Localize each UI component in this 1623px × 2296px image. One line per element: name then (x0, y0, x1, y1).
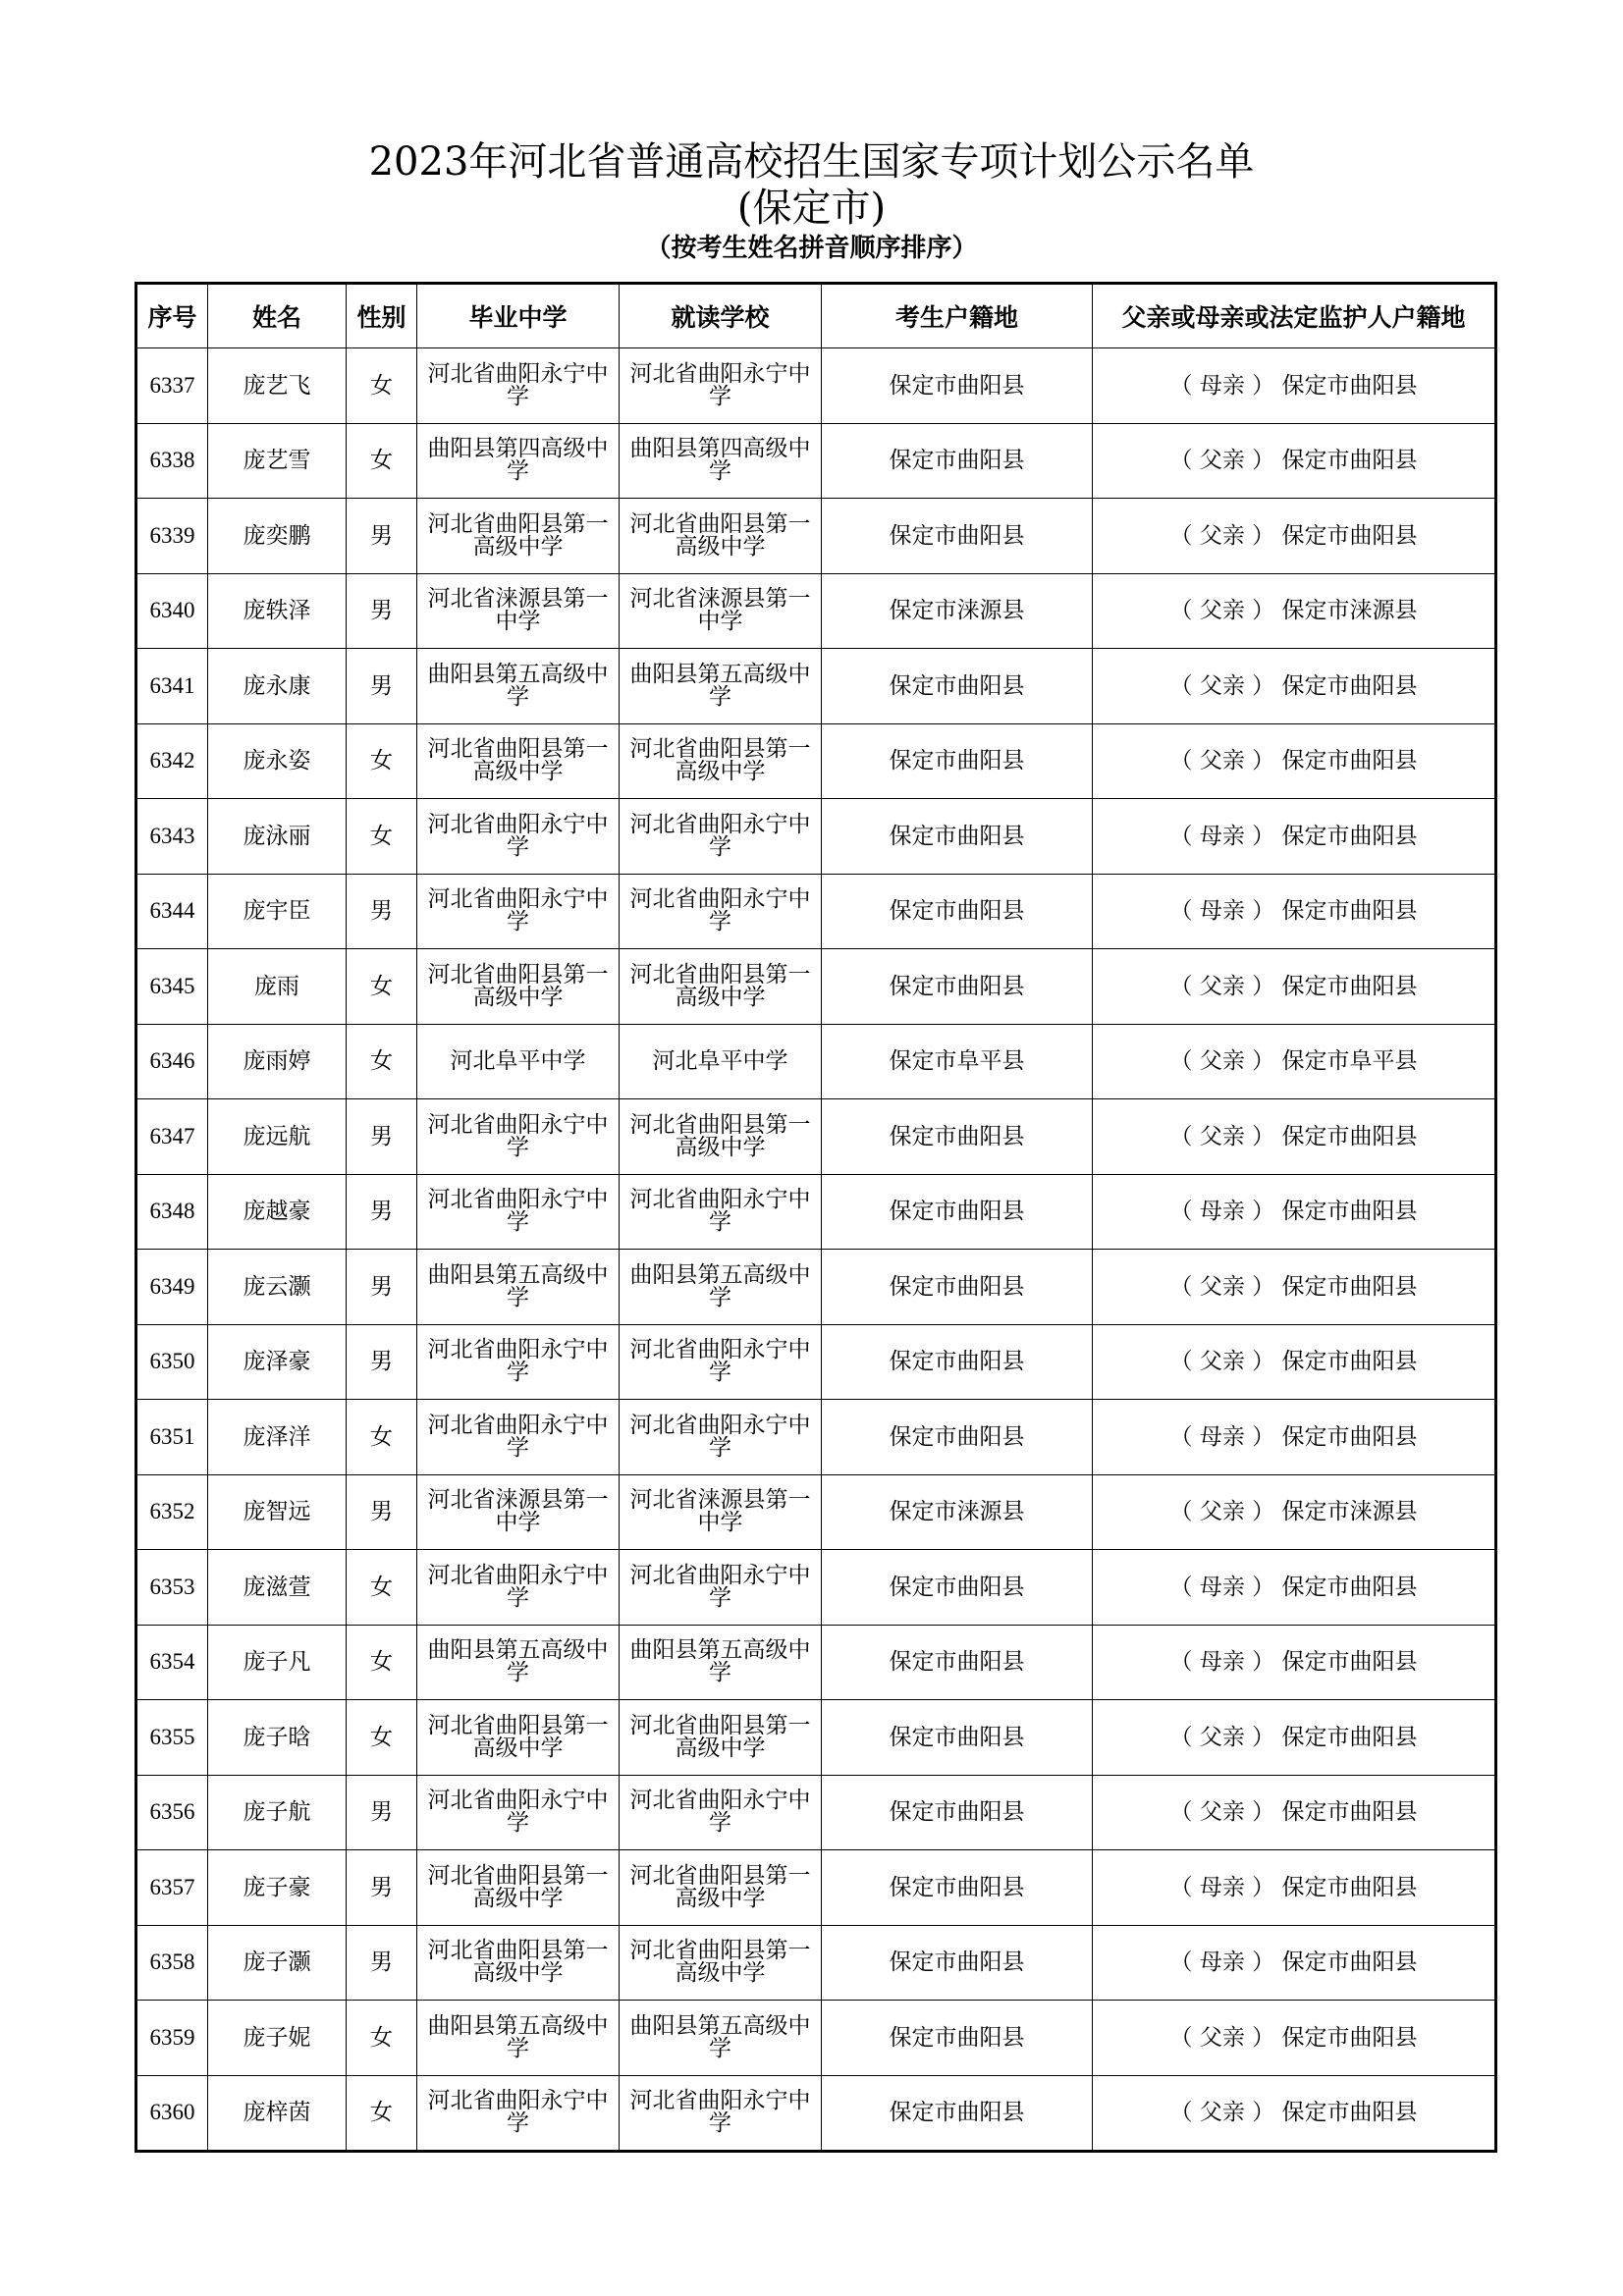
cell-gender: 男 (347, 499, 417, 574)
table-row (136, 573, 1496, 649)
table-row (136, 1925, 1496, 2001)
sort-note: （按考生姓名拼音顺序排序） (645, 234, 978, 263)
cell-guardian-hukou: （ 母亲 ） 保定市曲阳县 (1093, 1925, 1496, 2001)
cell-current-school: 河北省曲阳县第一高级中学 (620, 723, 822, 799)
cell-hukou: 保定市曲阳县 (822, 1324, 1093, 1400)
cell-gender: 男 (347, 1474, 417, 1550)
cell-guardian-hukou: （ 父亲 ） 保定市阜平县 (1093, 1024, 1496, 1099)
cell-serial: 6347 (136, 1099, 208, 1175)
cell-current-school: 曲阳县第五高级中学 (620, 649, 822, 724)
cell-serial: 6341 (136, 649, 208, 724)
cell-gender: 女 (347, 2001, 417, 2076)
cell-hukou: 保定市曲阳县 (822, 1625, 1093, 1700)
cell-name: 庞泽豪 (208, 1324, 347, 1400)
cell-guardian-hukou: （ 父亲 ） 保定市曲阳县 (1093, 1099, 1496, 1175)
cell-graduation-school: 河北省曲阳县第一高级中学 (417, 723, 620, 799)
table-row (136, 1850, 1496, 1926)
cell-current-school: 曲阳县第四高级中学 (620, 423, 822, 499)
cell-hukou: 保定市曲阳县 (822, 799, 1093, 875)
cell-gender: 男 (347, 1099, 417, 1175)
cell-gender: 男 (347, 874, 417, 949)
cell-current-school: 河北省曲阳县第一高级中学 (620, 1925, 822, 2001)
cell-hukou: 保定市曲阳县 (822, 949, 1093, 1025)
cell-gender: 女 (347, 723, 417, 799)
table-row (136, 2001, 1496, 2076)
header-current-school: 就读学校 (620, 284, 822, 348)
cell-current-school: 河北省曲阳永宁中学 (620, 1775, 822, 1850)
table-header-row (136, 284, 1496, 348)
cell-current-school: 河北省曲阳永宁中学 (620, 874, 822, 949)
cell-hukou: 保定市曲阳县 (822, 1400, 1093, 1475)
cell-gender: 女 (347, 1550, 417, 1626)
cell-current-school: 河北省曲阳县第一高级中学 (620, 1700, 822, 1776)
cell-graduation-school: 河北省曲阳县第一高级中学 (417, 1925, 620, 2001)
cell-name: 庞子豪 (208, 1850, 347, 1926)
cell-graduation-school: 河北省涞源县第一中学 (417, 1474, 620, 1550)
cell-guardian-hukou: （ 父亲 ） 保定市曲阳县 (1093, 1700, 1496, 1776)
table-row (136, 348, 1496, 424)
cell-serial: 6349 (136, 1250, 208, 1325)
cell-graduation-school: 河北省曲阳永宁中学 (417, 1324, 620, 1400)
cell-name: 庞越豪 (208, 1174, 347, 1250)
cell-serial: 6350 (136, 1324, 208, 1400)
cell-graduation-school: 曲阳县第五高级中学 (417, 1625, 620, 1700)
cell-gender: 女 (347, 949, 417, 1025)
cell-gender: 男 (347, 1850, 417, 1926)
cell-hukou: 保定市曲阳县 (822, 1775, 1093, 1850)
cell-gender: 女 (347, 2075, 417, 2152)
table-row (136, 499, 1496, 574)
cell-current-school: 曲阳县第五高级中学 (620, 1625, 822, 1700)
cell-serial: 6357 (136, 1850, 208, 1926)
cell-guardian-hukou: （ 母亲 ） 保定市曲阳县 (1093, 1174, 1496, 1250)
cell-name: 庞远航 (208, 1099, 347, 1175)
cell-gender: 男 (347, 1925, 417, 2001)
cell-hukou: 保定市曲阳县 (822, 649, 1093, 724)
cell-hukou: 保定市曲阳县 (822, 1099, 1093, 1175)
cell-name: 庞轶泽 (208, 573, 347, 649)
header-hukou: 考生户籍地 (822, 284, 1093, 348)
cell-name: 庞宇臣 (208, 874, 347, 949)
cell-gender: 男 (347, 1775, 417, 1850)
cell-graduation-school: 河北省曲阳县第一高级中学 (417, 1700, 620, 1776)
cell-serial: 6342 (136, 723, 208, 799)
cell-serial: 6348 (136, 1174, 208, 1250)
cell-name: 庞奕鹏 (208, 499, 347, 574)
cell-hukou: 保定市涞源县 (822, 1474, 1093, 1550)
cell-gender: 女 (347, 348, 417, 424)
cell-serial: 6356 (136, 1775, 208, 1850)
student-list-table (135, 282, 1497, 2153)
header-serial: 序号 (136, 284, 208, 348)
cell-name: 庞雨婷 (208, 1024, 347, 1099)
table-row (136, 1174, 1496, 1250)
table-row (136, 1625, 1496, 1700)
cell-hukou: 保定市曲阳县 (822, 723, 1093, 799)
cell-graduation-school: 河北省涞源县第一中学 (417, 573, 620, 649)
cell-name: 庞泽洋 (208, 1400, 347, 1475)
cell-graduation-school: 河北省曲阳县第一高级中学 (417, 499, 620, 574)
cell-graduation-school: 河北省曲阳永宁中学 (417, 874, 620, 949)
cell-current-school: 河北省曲阳永宁中学 (620, 799, 822, 875)
cell-name: 庞子晗 (208, 1700, 347, 1776)
cell-gender: 女 (347, 799, 417, 875)
cell-guardian-hukou: （ 父亲 ） 保定市曲阳县 (1093, 949, 1496, 1025)
cell-graduation-school: 河北省曲阳永宁中学 (417, 1174, 620, 1250)
cell-current-school: 河北省曲阳永宁中学 (620, 1174, 822, 1250)
cell-name: 庞滋萱 (208, 1550, 347, 1626)
cell-graduation-school: 河北省曲阳永宁中学 (417, 1775, 620, 1850)
cell-graduation-school: 曲阳县第四高级中学 (417, 423, 620, 499)
cell-hukou: 保定市曲阳县 (822, 2001, 1093, 2076)
cell-name: 庞智远 (208, 1474, 347, 1550)
cell-graduation-school: 曲阳县第五高级中学 (417, 2001, 620, 2076)
cell-name: 庞子航 (208, 1775, 347, 1850)
cell-guardian-hukou: （ 父亲 ） 保定市涞源县 (1093, 573, 1496, 649)
cell-hukou: 保定市曲阳县 (822, 874, 1093, 949)
cell-name: 庞艺飞 (208, 348, 347, 424)
header-name: 姓名 (208, 284, 347, 348)
table-row (136, 423, 1496, 499)
cell-gender: 男 (347, 1250, 417, 1325)
cell-serial: 6353 (136, 1550, 208, 1626)
table-row (136, 1550, 1496, 1626)
document-subtitle: (保定市) (736, 186, 887, 231)
cell-guardian-hukou: （ 父亲 ） 保定市曲阳县 (1093, 1324, 1496, 1400)
cell-hukou: 保定市涞源县 (822, 573, 1093, 649)
cell-guardian-hukou: （ 母亲 ） 保定市曲阳县 (1093, 874, 1496, 949)
cell-gender: 男 (347, 1324, 417, 1400)
table-row (136, 1400, 1496, 1475)
cell-graduation-school: 河北省曲阳永宁中学 (417, 1550, 620, 1626)
cell-guardian-hukou: （ 母亲 ） 保定市曲阳县 (1093, 1850, 1496, 1926)
cell-current-school: 河北省曲阳县第一高级中学 (620, 949, 822, 1025)
cell-hukou: 保定市曲阳县 (822, 1925, 1093, 2001)
cell-serial: 6355 (136, 1700, 208, 1776)
cell-serial: 6352 (136, 1474, 208, 1550)
header-graduation-school: 毕业中学 (417, 284, 620, 348)
cell-hukou: 保定市曲阳县 (822, 1250, 1093, 1325)
cell-guardian-hukou: （ 父亲 ） 保定市曲阳县 (1093, 499, 1496, 574)
document-title: 2023年河北省普通高校招生国家专项计划公示名单 (368, 139, 1255, 185)
cell-hukou: 保定市曲阳县 (822, 1174, 1093, 1250)
cell-serial: 6351 (136, 1400, 208, 1475)
cell-graduation-school: 曲阳县第五高级中学 (417, 649, 620, 724)
cell-current-school: 曲阳县第五高级中学 (620, 1250, 822, 1325)
cell-name: 庞子凡 (208, 1625, 347, 1700)
table-row (136, 723, 1496, 799)
cell-hukou: 保定市曲阳县 (822, 2075, 1093, 2152)
table-row (136, 1775, 1496, 1850)
table-row (136, 1024, 1496, 1099)
cell-name: 庞子灏 (208, 1925, 347, 2001)
cell-serial: 6354 (136, 1625, 208, 1700)
table-row (136, 949, 1496, 1025)
cell-gender: 女 (347, 1700, 417, 1776)
cell-serial: 6360 (136, 2075, 208, 2152)
cell-guardian-hukou: （ 父亲 ） 保定市曲阳县 (1093, 2075, 1496, 2152)
cell-hukou: 保定市曲阳县 (822, 1700, 1093, 1776)
cell-serial: 6338 (136, 423, 208, 499)
cell-current-school: 河北省曲阳县第一高级中学 (620, 1099, 822, 1175)
cell-serial: 6359 (136, 2001, 208, 2076)
table-row (136, 1324, 1496, 1400)
cell-current-school: 河北省曲阳县第一高级中学 (620, 1850, 822, 1926)
cell-guardian-hukou: （ 父亲 ） 保定市曲阳县 (1093, 723, 1496, 799)
cell-name: 庞云灏 (208, 1250, 347, 1325)
cell-current-school: 河北省涞源县第一中学 (620, 573, 822, 649)
cell-graduation-school: 河北省曲阳县第一高级中学 (417, 949, 620, 1025)
cell-hukou: 保定市曲阳县 (822, 348, 1093, 424)
cell-current-school: 曲阳县第五高级中学 (620, 2001, 822, 2076)
cell-serial: 6358 (136, 1925, 208, 2001)
header-guardian-hukou: 父亲或母亲或法定监护人户籍地 (1093, 284, 1496, 348)
cell-serial: 6337 (136, 348, 208, 424)
cell-current-school: 河北省曲阳永宁中学 (620, 348, 822, 424)
cell-gender: 女 (347, 423, 417, 499)
cell-guardian-hukou: （ 母亲 ） 保定市曲阳县 (1093, 348, 1496, 424)
cell-hukou: 保定市阜平县 (822, 1024, 1093, 1099)
cell-graduation-school: 河北省曲阳永宁中学 (417, 348, 620, 424)
cell-graduation-school: 河北阜平中学 (417, 1024, 620, 1099)
cell-hukou: 保定市曲阳县 (822, 499, 1093, 574)
table-row (136, 1474, 1496, 1550)
cell-hukou: 保定市曲阳县 (822, 1850, 1093, 1926)
cell-guardian-hukou: （ 父亲 ） 保定市曲阳县 (1093, 649, 1496, 724)
cell-name: 庞永康 (208, 649, 347, 724)
cell-guardian-hukou: （ 父亲 ） 保定市曲阳县 (1093, 1250, 1496, 1325)
cell-hukou: 保定市曲阳县 (822, 1550, 1093, 1626)
cell-name: 庞艺雪 (208, 423, 347, 499)
cell-gender: 男 (347, 1174, 417, 1250)
table-row (136, 649, 1496, 724)
cell-guardian-hukou: （ 母亲 ） 保定市曲阳县 (1093, 1400, 1496, 1475)
cell-hukou: 保定市曲阳县 (822, 423, 1093, 499)
cell-guardian-hukou: （ 母亲 ） 保定市曲阳县 (1093, 1550, 1496, 1626)
cell-serial: 6346 (136, 1024, 208, 1099)
cell-gender: 男 (347, 573, 417, 649)
cell-graduation-school: 曲阳县第五高级中学 (417, 1250, 620, 1325)
cell-gender: 男 (347, 649, 417, 724)
cell-guardian-hukou: （ 母亲 ） 保定市曲阳县 (1093, 799, 1496, 875)
cell-guardian-hukou: （ 父亲 ） 保定市曲阳县 (1093, 1775, 1496, 1850)
cell-guardian-hukou: （ 母亲 ） 保定市曲阳县 (1093, 1625, 1496, 1700)
cell-graduation-school: 河北省曲阳永宁中学 (417, 2075, 620, 2152)
cell-serial: 6343 (136, 799, 208, 875)
table-row (136, 1099, 1496, 1175)
header-gender: 性别 (347, 284, 417, 348)
table-row (136, 874, 1496, 949)
cell-current-school: 河北省曲阳县第一高级中学 (620, 499, 822, 574)
cell-gender: 女 (347, 1400, 417, 1475)
cell-current-school: 河北省曲阳永宁中学 (620, 1324, 822, 1400)
cell-name: 庞子妮 (208, 2001, 347, 2076)
cell-guardian-hukou: （ 父亲 ） 保定市涞源县 (1093, 1474, 1496, 1550)
cell-name: 庞雨 (208, 949, 347, 1025)
cell-graduation-school: 河北省曲阳永宁中学 (417, 1400, 620, 1475)
cell-gender: 女 (347, 1024, 417, 1099)
table-row (136, 1700, 1496, 1776)
cell-current-school: 河北阜平中学 (620, 1024, 822, 1099)
cell-name: 庞永姿 (208, 723, 347, 799)
table-row (136, 799, 1496, 875)
cell-graduation-school: 河北省曲阳县第一高级中学 (417, 1850, 620, 1926)
table-row (136, 1250, 1496, 1325)
cell-current-school: 河北省曲阳永宁中学 (620, 1400, 822, 1475)
cell-graduation-school: 河北省曲阳永宁中学 (417, 1099, 620, 1175)
cell-current-school: 河北省涞源县第一中学 (620, 1474, 822, 1550)
table-row (136, 2075, 1496, 2152)
cell-graduation-school: 河北省曲阳永宁中学 (417, 799, 620, 875)
cell-serial: 6340 (136, 573, 208, 649)
cell-guardian-hukou: （ 父亲 ） 保定市曲阳县 (1093, 423, 1496, 499)
cell-current-school: 河北省曲阳永宁中学 (620, 2075, 822, 2152)
cell-guardian-hukou: （ 父亲 ） 保定市曲阳县 (1093, 2001, 1496, 2076)
cell-current-school: 河北省曲阳永宁中学 (620, 1550, 822, 1626)
cell-serial: 6345 (136, 949, 208, 1025)
cell-serial: 6339 (136, 499, 208, 574)
cell-gender: 女 (347, 1625, 417, 1700)
cell-name: 庞泳丽 (208, 799, 347, 875)
cell-name: 庞梓茵 (208, 2075, 347, 2152)
cell-serial: 6344 (136, 874, 208, 949)
